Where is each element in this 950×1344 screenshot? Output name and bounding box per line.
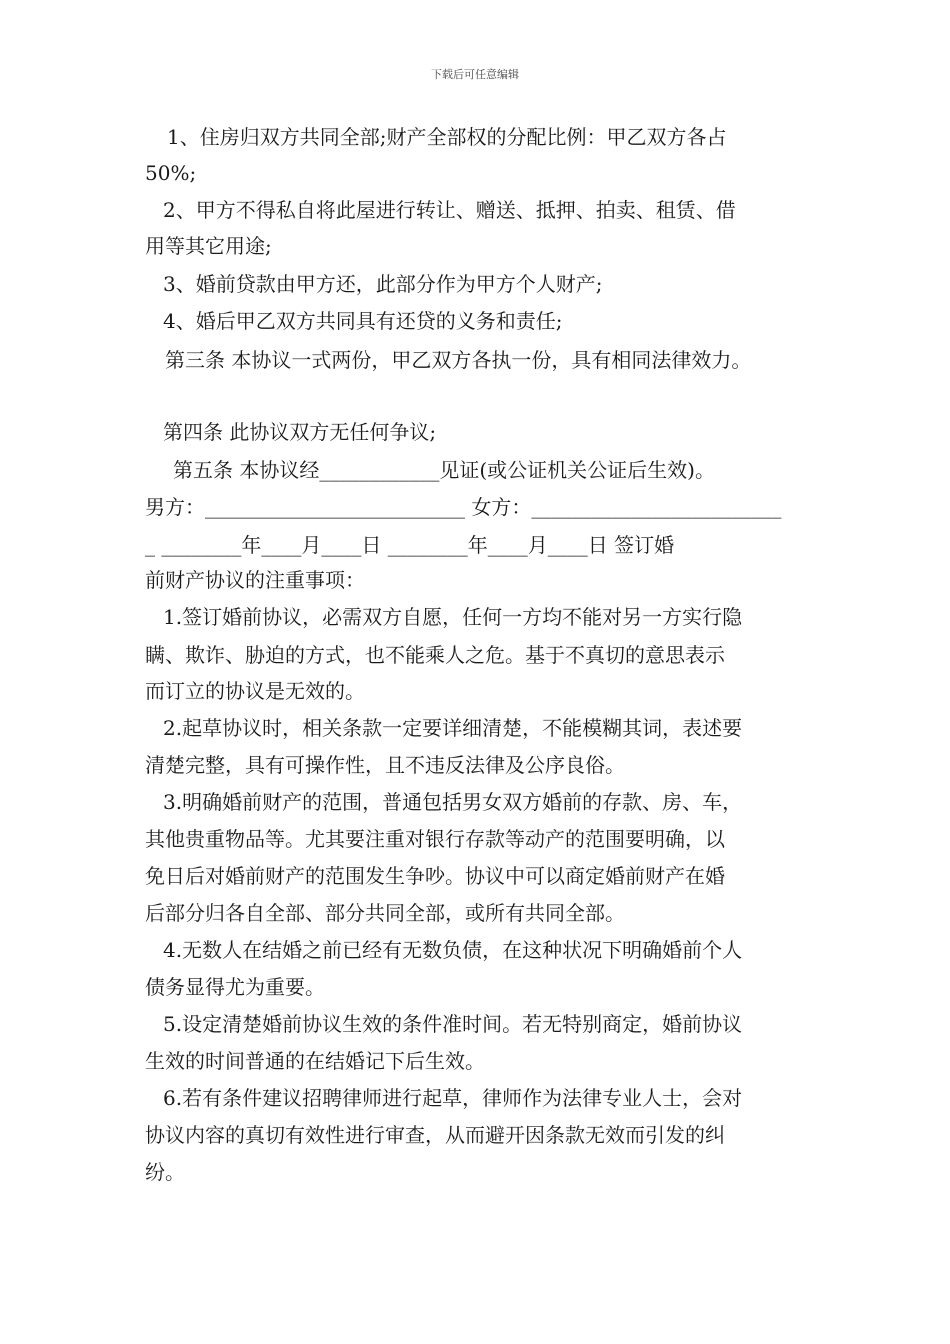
text-line: 免日后对婚前财产的范围发生争吵。协议中可以商定婚前财产在婚	[145, 864, 725, 888]
text-line: 2.起草协议时，相关条款一定要详细清楚，不能模糊其词，表述要	[163, 716, 743, 740]
text-line: 2、甲方不得私自将此屋进行转让、赠送、抵押、拍卖、租赁、借	[163, 198, 736, 222]
text-line: 3、婚前贷款由甲方还，此部分作为甲方个人财产;	[163, 272, 603, 296]
text-line: 债务显得尤为重要。	[145, 975, 325, 999]
text-line: 1、住房归双方共同全部;财产全部权的分配比例：甲乙双方各占	[167, 125, 727, 149]
page-header: 下载后可任意编辑	[431, 68, 519, 81]
text-line: 第四条 此协议双方无任何争议;	[163, 420, 437, 444]
text-line: 3.明确婚前财产的范围，普通包括男女双方婚前的存款、房、车，	[163, 790, 743, 814]
text-line: 后部分归各自全部、部分共同全部，或所有共同全部。	[145, 901, 625, 925]
text-line: 第三条 本协议一式两份，甲乙双方各执一份，具有相同法律效力。	[165, 348, 752, 372]
text-line: 4.无数人在结婚之前已经有无数负债，在这种状况下明确婚前个人	[163, 938, 743, 962]
text-line: 男方：__________________________ 女方：_________________________	[145, 495, 782, 519]
text-line: 前财产协议的注重事项：	[145, 568, 365, 592]
text-line: 4、婚后甲乙双方共同具有还贷的义务和责任;	[163, 309, 563, 333]
text-line: 5.设定清楚婚前协议生效的条件准时间。若无特别商定，婚前协议	[163, 1012, 743, 1036]
text-line: 纷。	[145, 1160, 185, 1184]
text-line: 6.若有条件建议招聘律师进行起草，律师作为法律专业人士，会对	[163, 1086, 743, 1110]
text-line: 协议内容的真切有效性进行审查，从而避开因条款无效而引发的纠	[145, 1123, 725, 1147]
text-line: _ ________年____月____日 ________年____月____日 签订婚	[145, 533, 675, 557]
text-line: 第五条 本协议经____________见证(或公证机关公证后生效)。	[173, 458, 715, 482]
text-line: 清楚完整，具有可操作性，且不违反法律及公序良俗。	[145, 753, 625, 777]
text-line: 1.签订婚前协议，必需双方自愿，任何一方均不能对另一方实行隐	[163, 605, 743, 629]
text-line: 其他贵重物品等。尤其要注重对银行存款等动产的范围要明确，以	[145, 827, 725, 851]
text-line: 瞒、欺诈、胁迫的方式，也不能乘人之危。基于不真切的意思表示	[145, 643, 725, 667]
text-line: 50%;	[145, 161, 197, 185]
text-line: 生效的时间普通的在结婚记下后生效。	[145, 1049, 485, 1073]
text-line: 而订立的协议是无效的。	[145, 679, 365, 703]
text-line: 用等其它用途;	[145, 234, 272, 258]
